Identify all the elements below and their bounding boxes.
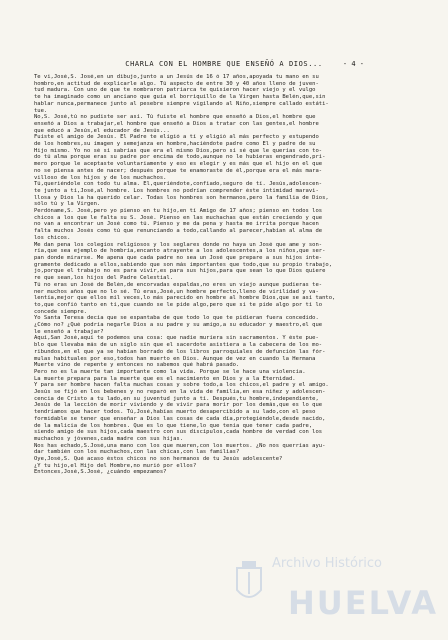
text-line: chicos a los que le falta su S. José. Pienso en las muchachas que están creciendo y que (34, 214, 323, 221)
text-line: La muerte prepara para la muerte que es el nacimiento en Dios y a la Eternidad. (34, 375, 296, 382)
text-line: mulas habituales por eso,todos han muerto en Dios. Aunque de vez en cuando la Hermana (34, 355, 316, 362)
text-line: tud madura. Con uno de que te nombraron patriarca te quisieron hacer viejo y el vulgo (34, 87, 316, 94)
text-line: hombro,en actitud de explicarle algo. Tú aspecto de entre 30 y 40 años lleno de juven- (34, 80, 319, 87)
text-line: siendo amigo de sus hijos,cada maestro con sus discípulos,cada hombre de verdad con los (34, 429, 323, 436)
text-line: Pero no es la muerte tan importante como la vida. Porque se le hace una violencia. (34, 368, 306, 375)
text-line: blo que llevaba más de un siglo sin que el sacerdote asistiera a la cabecera de los mo- (34, 342, 323, 349)
text-line: tue. (34, 107, 48, 114)
text-line: Oye,José,S. Qué acaso éstos chicos no son hermanos de tu Jesús adolescente? (34, 456, 283, 463)
text-line: le enseñó a trabajar? (34, 328, 104, 335)
text-line: hablar nunca,permanece junto al pesebre siempre vigilando al Niño,siempre callado estáti- (34, 100, 329, 107)
page-title: CHARLA CON EL HOMBRE QUE ENSEÑÓ A DIOS... (125, 60, 323, 68)
text-line: Hijo mismo. Yo no sé si sabrías que era el mismo Dios,pero sí sé que le querías con to- (34, 147, 323, 154)
text-line: Tú no eras un José de Belén,de encorvadas espaldas,no eres un viejo aunque pudieras te- (34, 281, 323, 288)
text-line: Jesús de la lección de morir viviendo y de vivir para morir por los demás,que es lo que (34, 402, 323, 409)
text-line: Perdóname,S. José,pero yo pienso en tu hijo,en tí Amigo de 17 años; pienso en todos los (34, 208, 323, 215)
text-line: concede siempre. (34, 308, 87, 315)
watermark-line1: Archivo Histórico (272, 556, 382, 571)
text-line: ría,que sea ejemplo de hombría,encanto atrayente a los adolescentes,a los niños,que ser- (34, 248, 326, 255)
text-line: te ha imaginado como un anciano que guía el borriquillo de la Virgen hasta Belén,que,sin (34, 94, 326, 101)
text-line: enseñó a Dios a trabajar,el hombre que enseñó a Dios a tratar con las gentes,el hombre (34, 120, 319, 127)
text-line: jo,porque el trabajo no es para vivir,es para sus hijos,para que sean lo que Dios quiere (34, 268, 326, 275)
text-line: no van a encontrar un José como tú. Pienso y me da pena y hasta me irrita porque hacen (34, 221, 319, 228)
text-line: llosa y Dios la ha querido celar. Todas los hombres son hermanos,pero la familia de Dios, (34, 194, 329, 201)
text-line: los chicos. (34, 234, 71, 241)
text-line: Entonces,José,S.José, ¿cuándo empezamos? (34, 469, 167, 476)
text-line: ribundos,en el que ya se habían borrado de los libros parroquiales de defunción las fór- (34, 348, 326, 355)
text-line: dar también con los muchachos,con las chicas,con las familias? (34, 449, 240, 456)
text-line: falta muchos Josés como tú que renunciando a todo,callando al parecer,habían al alma de (34, 228, 323, 235)
text-line: villoso de los hijos y de los muchachos. (34, 174, 167, 181)
text-line: ¿Y tu hijo,el Hijo del Hombre,no murió por ellos? (34, 462, 197, 469)
text-line: de los hombres,su imagen y semejanza en hombre,haciéndote padre como Él y padre de su (34, 141, 316, 148)
text-line: no se piensa antes de nacer; después porque te enamoraste de él,porque era el más mara- (34, 167, 323, 174)
text-line: muchachos y jóvenes,cada madre con sus hijas. (34, 435, 184, 442)
text-line: do tú alma porque eras su padre por encima de todo,aunque no le hubieras engendrado,pri- (34, 154, 326, 161)
text-line: sólo tú y la Virgen. (34, 201, 101, 208)
text-line: Fuiste el amigo de Jesús. El Padre te eligió a tí y eligió al más perfecto y estupendo (34, 134, 319, 141)
text-line: lentía,mejor que ellos mil veces,lo más parecido en hombre al hombre Dios,que se así tanto, (34, 295, 336, 302)
text-line: Jesús se fijó en los bebenes y no reparó en la vida de familia,en esa niñez y adolescen- (34, 389, 326, 396)
text-line: de la malicia de los hombres. Que es lo que tiene,lo que tenía que tener cada padre, (34, 422, 313, 429)
text-line: No,S. José,tú no pudiste ser así. Tú fuiste el hombre que enseñó a Dios,el hombre que (34, 114, 316, 121)
text-line: ner muchos años que no lo sé. Tú eras,José,un hombre perfecto,lleno de virilidad y va- (34, 288, 319, 295)
text-line: cencia de Cristo a tu lado,en su juventud junto a tí. Después,tu hombre,independiente, (34, 395, 319, 402)
crest-icon (234, 560, 264, 606)
text-line: Te vi,José,S. José,en un dibujo,junto a un Jesús de 16 ó 17 años,apoyada tu mano en su (34, 74, 319, 80)
text-line: Muerte vino de repente y entonces no sabemos qué habrá pasado. (34, 362, 240, 369)
watermark-line2: HUELVA (288, 584, 438, 622)
text-line: Me dan pena los colegios religiosos y los seglares donde no haya un José que ame y son- (34, 241, 323, 248)
watermark (232, 544, 440, 640)
text-line: re que sean,los hijos del Padre Celestial. (34, 275, 174, 282)
text-line: gramente dedicado a ellos,sabiendo que son más importantes que todo,que su propio trabajo, (34, 261, 333, 268)
page-number: - 4 - (342, 60, 364, 68)
text-line: Nos has echado,S.José,una mano con los que mueren,con los muertos. ¿No nos querrías ayu- (34, 442, 326, 449)
text-line: que educó a Jesús,el educador de Jesús... (34, 127, 170, 134)
text-line: Y para ser hombre hacen falta muchas cosas y sobre todo,a los chicos,el padre y el amigo. (34, 382, 329, 389)
text-line: mero porque le aceptaste voluntariamente y eso es elegir y es más que el hijo en el que (34, 161, 323, 168)
text-line: ¿Cómo no? ¿Qué podría negarle Dios a su padre y su amigo,a su educador y maestro,el que (34, 322, 323, 329)
text-line: te junto a tí,José,al hombre. Los hombres no podrían comprender éste intimidad maravi- (34, 187, 319, 194)
text-line: Yo Santa Teresa decía que se espantaba de que todo lo que te pidieran fuera concedido. (34, 315, 319, 322)
text-line: tendríamos que hacer todos. Tú,José,habías muerto desapercibido a su lado,con el peso (34, 409, 316, 416)
text-line: to,que confió tanto en tí,que cuando se le pide algo,pero que si te pide algo por tí lo (34, 301, 323, 308)
text-line: Tú,queriéndole con todo tu alma. Él,queriéndote,confiado,seguro de tí. Jesús,adolescen- (34, 181, 323, 188)
text-line: pan donde mirarse. Me apena que cada padre no sea un José que prepare a sus hijos inte- (34, 254, 323, 261)
text-line: Aquí,San José,aquí te podemos una cosa: que nadie muriera sin sacramentos. Y éste pue- (34, 335, 319, 342)
text-line: formidable se tener que enseñar a Dios las cosas de cada día,protegiéndole,desde nacido, (34, 415, 326, 422)
body-text (34, 74, 426, 476)
